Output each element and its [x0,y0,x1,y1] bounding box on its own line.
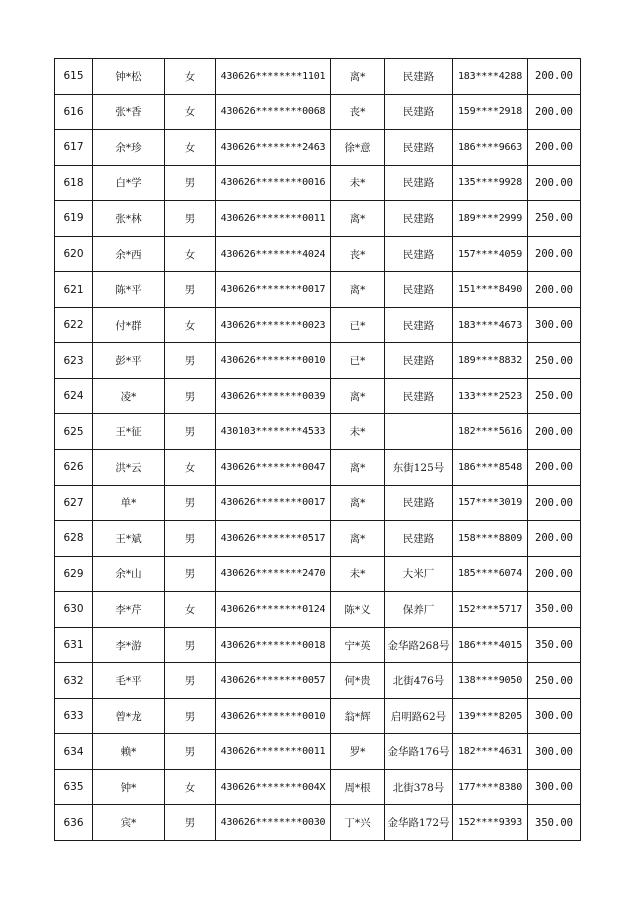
amount-cell: 350.00 [528,805,581,841]
phone-cell: 157****3019 [453,485,528,521]
address-cell: 金华路172号 [385,805,453,841]
id-number-cell: 430626********0011 [216,201,331,237]
address-cell: 民建路 [385,521,453,557]
serial-number-cell: 634 [55,734,93,770]
address-cell: 北街476号 [385,663,453,699]
name-cell: 钟* [93,769,165,805]
relation-name-cell: 离* [331,272,385,308]
relation-name-cell: 翁*辉 [331,698,385,734]
table-row [55,627,581,663]
id-number-cell: 430626********4024 [216,236,331,272]
relation-name-cell: 陈*义 [331,592,385,628]
serial-number-cell: 629 [55,556,93,592]
phone-cell: 186****9663 [453,130,528,166]
serial-number-cell: 624 [55,378,93,414]
table-row [55,378,581,414]
phone-cell: 139****8205 [453,698,528,734]
name-cell: 李*芹 [93,592,165,628]
table-row [55,307,581,343]
gender-cell: 女 [165,307,216,343]
relation-name-cell: 何*贵 [331,663,385,699]
phone-cell: 133****2523 [453,378,528,414]
gender-cell: 女 [165,130,216,166]
relation-name-cell: 徐*意 [331,130,385,166]
gender-cell: 女 [165,236,216,272]
amount-cell: 350.00 [528,627,581,663]
amount-cell: 200.00 [528,130,581,166]
gender-cell: 男 [165,805,216,841]
phone-cell: 151****8490 [453,272,528,308]
address-cell: 民建路 [385,130,453,166]
amount-cell: 200.00 [528,236,581,272]
phone-cell: 135****9928 [453,165,528,201]
table-row [55,698,581,734]
table-row [55,450,581,486]
serial-number-cell: 623 [55,343,93,379]
table-row [55,485,581,521]
amount-cell: 250.00 [528,201,581,237]
id-number-cell: 430626********1101 [216,59,331,95]
address-cell: 保养厂 [385,592,453,628]
table-row [55,165,581,201]
serial-number-cell: 630 [55,592,93,628]
address-cell: 金华路268号 [385,627,453,663]
address-cell: 民建路 [385,236,453,272]
relation-name-cell: 周*根 [331,769,385,805]
relation-name-cell: 离* [331,378,385,414]
amount-cell: 200.00 [528,165,581,201]
relation-name-cell: 离* [331,485,385,521]
relation-name-cell: 罗* [331,734,385,770]
relation-name-cell: 丁*兴 [331,805,385,841]
name-cell: 赖* [93,734,165,770]
relation-name-cell: 已* [331,343,385,379]
address-cell: 民建路 [385,343,453,379]
id-number-cell: 430626********2463 [216,130,331,166]
amount-cell: 350.00 [528,592,581,628]
id-number-cell: 430626********2470 [216,556,331,592]
table-row [55,272,581,308]
gender-cell: 男 [165,734,216,770]
phone-cell: 138****9050 [453,663,528,699]
serial-number-cell: 633 [55,698,93,734]
serial-number-cell: 627 [55,485,93,521]
table-row [55,201,581,237]
gender-cell: 男 [165,414,216,450]
amount-cell: 200.00 [528,94,581,130]
name-cell: 彭*平 [93,343,165,379]
address-cell: 启明路62号 [385,698,453,734]
id-number-cell: 430626********0016 [216,165,331,201]
name-cell: 凌* [93,378,165,414]
address-cell: 金华路176号 [385,734,453,770]
gender-cell: 男 [165,521,216,557]
phone-cell: 183****4288 [453,59,528,95]
phone-cell: 183****4673 [453,307,528,343]
id-number-cell: 430626********0124 [216,592,331,628]
address-cell: 大米厂 [385,556,453,592]
table-row [55,236,581,272]
amount-cell: 200.00 [528,556,581,592]
table-row [55,414,581,450]
table-row [55,59,581,95]
table-row [55,769,581,805]
table-row [55,592,581,628]
table-row [55,556,581,592]
gender-cell: 女 [165,592,216,628]
amount-cell: 300.00 [528,734,581,770]
serial-number-cell: 636 [55,805,93,841]
address-cell: 民建路 [385,378,453,414]
name-cell: 单* [93,485,165,521]
serial-number-cell: 615 [55,59,93,95]
name-cell: 宾* [93,805,165,841]
amount-cell: 250.00 [528,378,581,414]
serial-number-cell: 619 [55,201,93,237]
serial-number-cell: 632 [55,663,93,699]
gender-cell: 男 [165,485,216,521]
name-cell: 余*珍 [93,130,165,166]
phone-cell: 182****5616 [453,414,528,450]
phone-cell: 152****5717 [453,592,528,628]
name-cell: 余*西 [93,236,165,272]
address-cell: 民建路 [385,272,453,308]
relation-name-cell: 离* [331,450,385,486]
gender-cell: 男 [165,627,216,663]
name-cell: 陈*平 [93,272,165,308]
relation-name-cell: 已* [331,307,385,343]
phone-cell: 186****4015 [453,627,528,663]
table-row [55,94,581,130]
name-cell: 张*林 [93,201,165,237]
amount-cell: 200.00 [528,521,581,557]
amount-cell: 300.00 [528,307,581,343]
id-number-cell: 430626********0010 [216,343,331,379]
serial-number-cell: 618 [55,165,93,201]
id-number-cell: 430626********0023 [216,307,331,343]
amount-cell: 300.00 [528,769,581,805]
id-number-cell: 430626********0030 [216,805,331,841]
name-cell: 余*山 [93,556,165,592]
id-number-cell: 430103********4533 [216,414,331,450]
phone-cell: 158****8809 [453,521,528,557]
address-cell: 东街125号 [385,450,453,486]
table-row [55,805,581,841]
gender-cell: 男 [165,165,216,201]
name-cell: 付*群 [93,307,165,343]
amount-cell: 250.00 [528,663,581,699]
relation-name-cell: 未* [331,414,385,450]
gender-cell: 男 [165,556,216,592]
address-cell: 北街378号 [385,769,453,805]
gender-cell: 女 [165,769,216,805]
address-cell [385,414,453,450]
table-body [55,59,581,841]
id-number-cell: 430626********0010 [216,698,331,734]
gender-cell: 男 [165,663,216,699]
address-cell: 民建路 [385,485,453,521]
amount-cell: 200.00 [528,59,581,95]
id-number-cell: 430626********0057 [216,663,331,699]
relation-name-cell: 宁*英 [331,627,385,663]
name-cell: 钟*松 [93,59,165,95]
phone-cell: 186****8548 [453,450,528,486]
serial-number-cell: 622 [55,307,93,343]
relation-name-cell: 离* [331,521,385,557]
records-table [54,58,581,841]
table-row [55,521,581,557]
amount-cell: 250.00 [528,343,581,379]
gender-cell: 女 [165,94,216,130]
address-cell: 民建路 [385,59,453,95]
name-cell: 张*香 [93,94,165,130]
address-cell: 民建路 [385,307,453,343]
name-cell: 王*征 [93,414,165,450]
table-row [55,343,581,379]
address-cell: 民建路 [385,94,453,130]
name-cell: 曾*龙 [93,698,165,734]
serial-number-cell: 617 [55,130,93,166]
amount-cell: 200.00 [528,450,581,486]
id-number-cell: 430626********0039 [216,378,331,414]
phone-cell: 159****2918 [453,94,528,130]
gender-cell: 女 [165,59,216,95]
name-cell: 李*游 [93,627,165,663]
relation-name-cell: 未* [331,165,385,201]
name-cell: 洪*云 [93,450,165,486]
name-cell: 王*斌 [93,521,165,557]
relation-name-cell: 丧* [331,236,385,272]
id-number-cell: 430626********004X [216,769,331,805]
name-cell: 白*学 [93,165,165,201]
gender-cell: 男 [165,378,216,414]
phone-cell: 182****4631 [453,734,528,770]
serial-number-cell: 631 [55,627,93,663]
gender-cell: 男 [165,201,216,237]
serial-number-cell: 635 [55,769,93,805]
phone-cell: 157****4059 [453,236,528,272]
name-cell: 毛*平 [93,663,165,699]
serial-number-cell: 628 [55,521,93,557]
amount-cell: 200.00 [528,272,581,308]
amount-cell: 200.00 [528,485,581,521]
address-cell: 民建路 [385,165,453,201]
relation-name-cell: 丧* [331,94,385,130]
id-number-cell: 430626********0017 [216,485,331,521]
table-row [55,130,581,166]
id-number-cell: 430626********0068 [216,94,331,130]
amount-cell: 300.00 [528,698,581,734]
serial-number-cell: 616 [55,94,93,130]
address-cell: 民建路 [385,201,453,237]
gender-cell: 女 [165,450,216,486]
relation-name-cell: 离* [331,201,385,237]
id-number-cell: 430626********0011 [216,734,331,770]
gender-cell: 男 [165,272,216,308]
relation-name-cell: 离* [331,59,385,95]
serial-number-cell: 625 [55,414,93,450]
amount-cell: 200.00 [528,414,581,450]
phone-cell: 189****8832 [453,343,528,379]
phone-cell: 177****8380 [453,769,528,805]
table-row [55,663,581,699]
relation-name-cell: 未* [331,556,385,592]
phone-cell: 185****6074 [453,556,528,592]
serial-number-cell: 626 [55,450,93,486]
gender-cell: 男 [165,343,216,379]
phone-cell: 152****9393 [453,805,528,841]
gender-cell: 男 [165,698,216,734]
serial-number-cell: 621 [55,272,93,308]
id-number-cell: 430626********0017 [216,272,331,308]
serial-number-cell: 620 [55,236,93,272]
table-row [55,734,581,770]
id-number-cell: 430626********0047 [216,450,331,486]
id-number-cell: 430626********0018 [216,627,331,663]
id-number-cell: 430626********0517 [216,521,331,557]
phone-cell: 189****2999 [453,201,528,237]
